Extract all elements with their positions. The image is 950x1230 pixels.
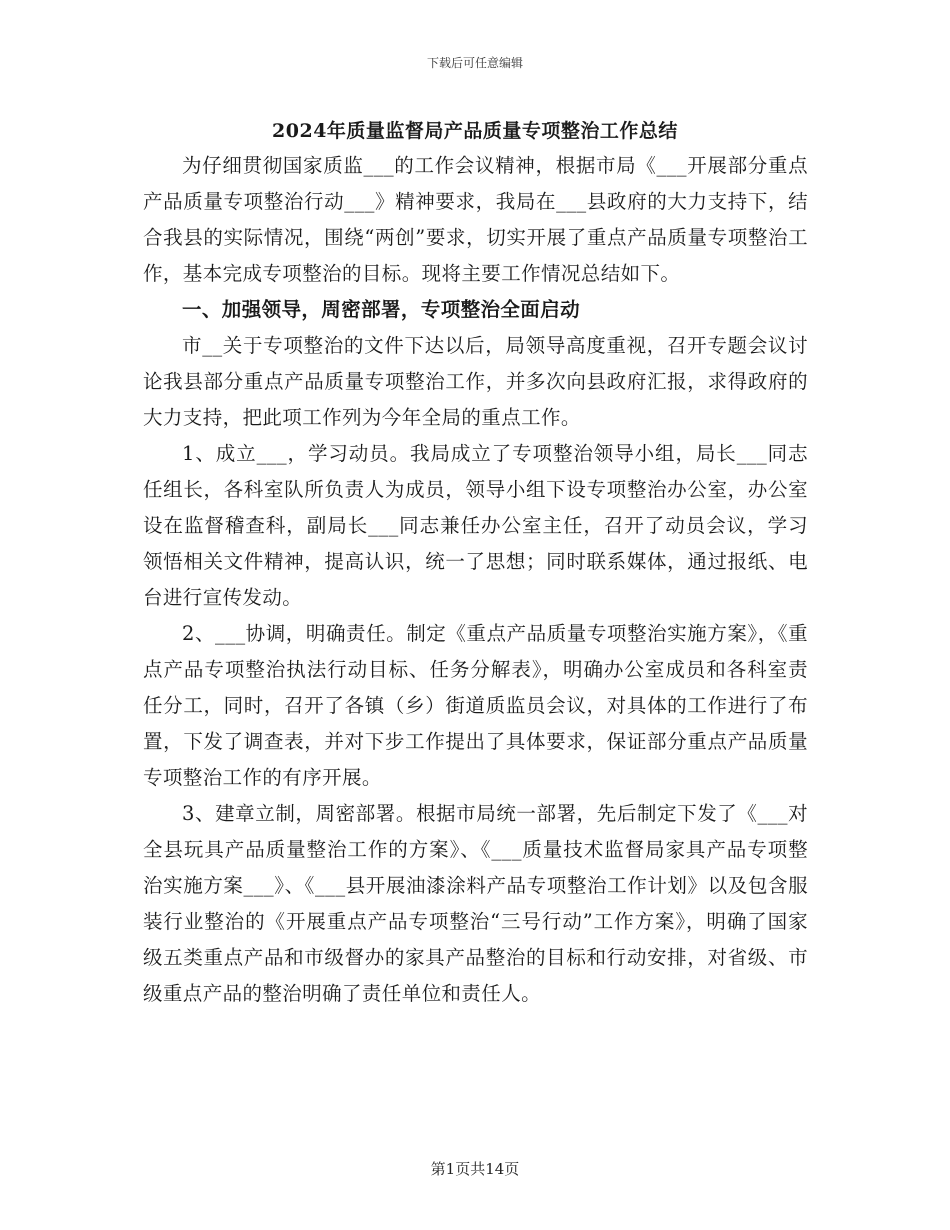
body-paragraph: 3、建章立制，周密部署。根据市局统一部署，先后制定下发了《___对全县玩具产品质量整治工作的方案》、《___质量技术监督局家具产品专项整治实施方案___》、《___县开展油漆涂料产品专项整治工作计划》以及包含服装行业整治的《开展重点产品专项整治“三号行动”工作方案》，明确了国家级五类重点产品和市级督办的家具产品整治的目标和行动安排，对省级、市级重点产品的整治明确了责任单位和责任人。 [143, 802, 808, 1005]
header-note: 下载后可任意编辑 [426, 56, 523, 70]
body-paragraph: 1、成立___，学习动员。我局成立了专项整治领导小组，局长___同志任组长，各科室队所负责人为成员，领导小组下设专项整治办公室，办公室设在监督稽查科，副局长___同志兼任办公室主任，召开了动员会议，学习领悟相关文件精神，提高认识，统一了思想；同时联系媒体，通过报纸、电台进行宣传发动。 [143, 442, 808, 609]
intro-paragraph: 为仔细贯彻国家质监___的工作会议精神，根据市局《___开展部分重点产品质量专项整治行动___》精神要求，我局在___县政府的大力支持下，结合我县的实际情况，围绕“两创”要求，切实开展了重点产品质量专项整治工作，基本完成专项整治的目标。现将主要工作情况总结如下。 [143, 154, 808, 285]
document-title: 2024年质量监督局产品质量专项整治工作总结 [272, 120, 678, 142]
page-footer: 第1页共14页 [430, 1160, 520, 1178]
body-paragraph: 市__关于专项整治的文件下达以后，局领导高度重视，召开专题会议讨论我县部分重点产品质量专项整治工作，并多次向县政府汇报，求得政府的大力支持，把此项工作列为今年全局的重点工作。 [143, 334, 808, 429]
section-heading: 一、加强领导，周密部署，专项整治全面启动 [182, 298, 581, 321]
document-body [143, 148, 808, 1012]
body-paragraph: 2、___协调，明确责任。制定《重点产品质量专项整治实施方案》，《重点产品专项整治执法行动目标、任务分解表》，明确办公室成员和各科室责任分工，同时，召开了各镇（乡）街道质监员会议，对具体的工作进行了布置，下发了调查表，并对下步工作提出了具体要求，保证部分重点产品质量专项整治工作的有序开展。 [143, 622, 808, 789]
